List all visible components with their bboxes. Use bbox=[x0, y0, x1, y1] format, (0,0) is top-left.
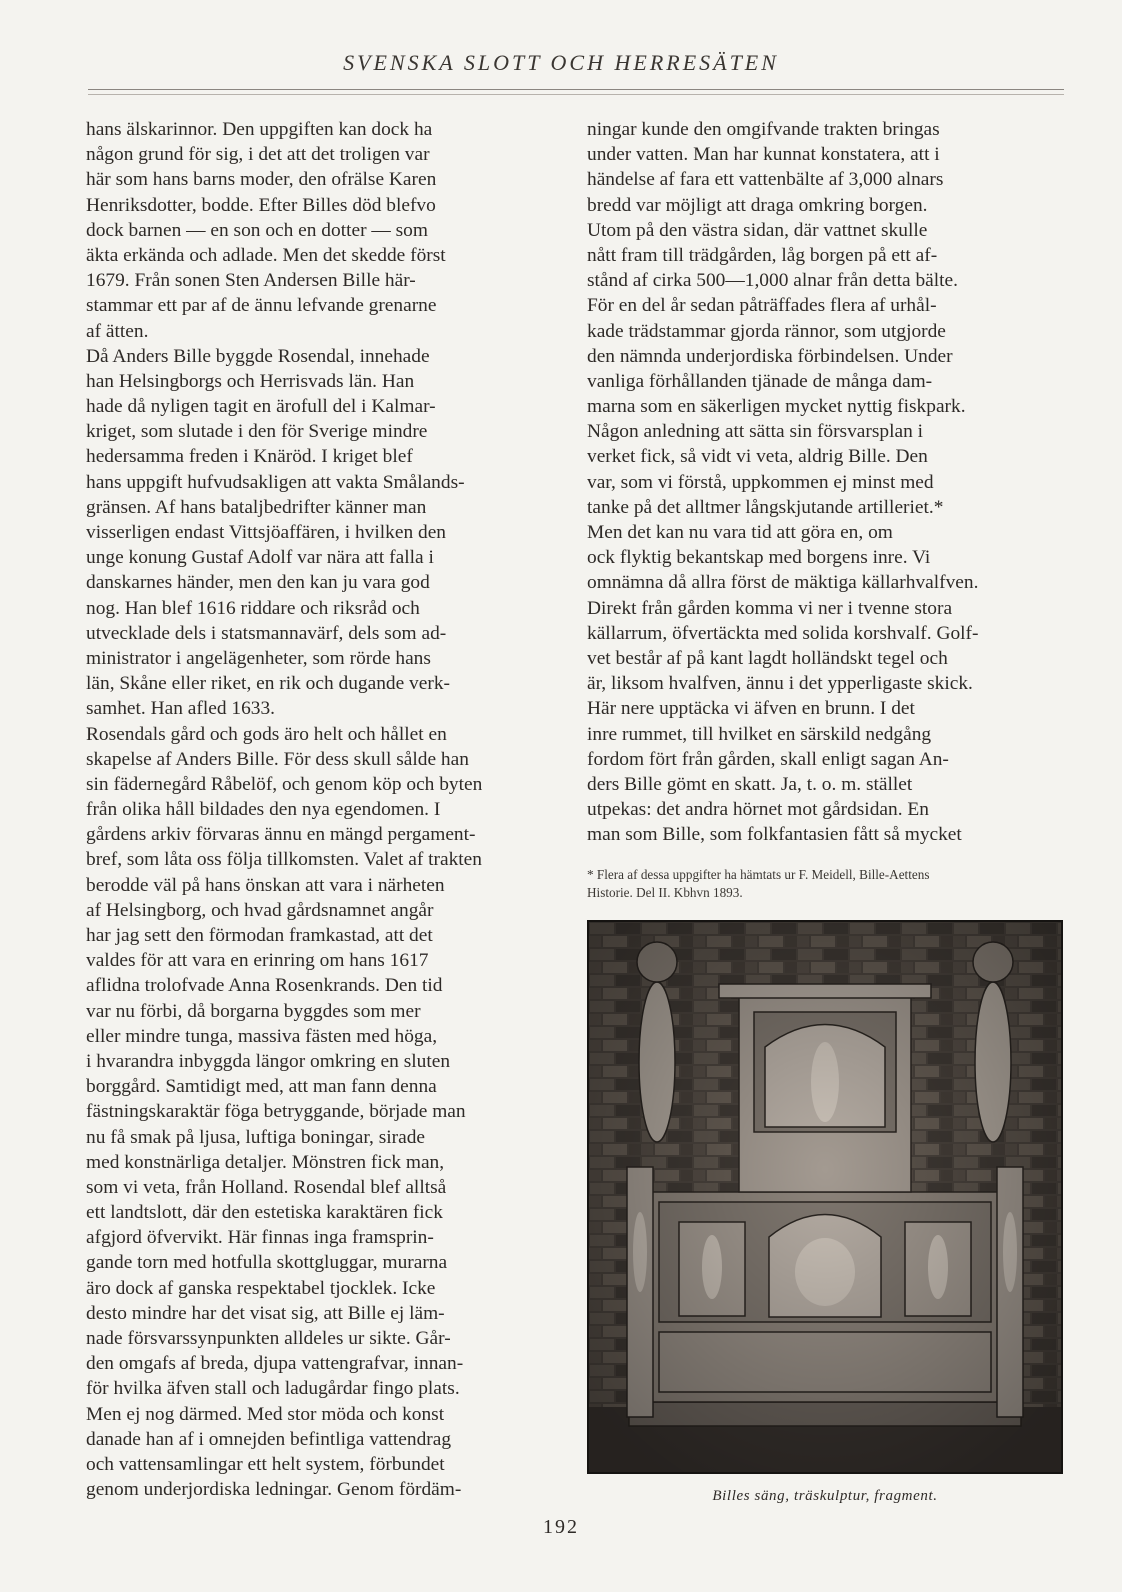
text-line: utpekas: det andra hörnet mot gårdsidan. En bbox=[587, 799, 929, 821]
text-line: Utom på den västra sidan, där vattnet skulle bbox=[587, 219, 928, 241]
text-line: ningar kunde den omgifvande trakten bringas bbox=[587, 119, 940, 140]
text-line: omnämna då allra först de mäktiga källarhvalfven. bbox=[587, 572, 979, 594]
text-line: med konstnärliga detaljer. Mönstren fick man, bbox=[86, 1151, 445, 1173]
text-line: den nämnda underjordiska förbindelsen. Under bbox=[587, 345, 953, 367]
text-line: afgjord öfvervikt. Här finnas inga framsprin- bbox=[86, 1227, 434, 1249]
text-line: samhet. Han afled 1633. bbox=[86, 698, 276, 720]
text-line: man som Bille, som folkfantasien fått så mycket bbox=[587, 824, 962, 846]
text-line: genom underjordiska ledningar. Genom fördäm- bbox=[86, 1479, 462, 1501]
text-line: händelse af fara ett vattenbälte af 3,000 alnars bbox=[587, 169, 944, 191]
figure-photo bbox=[587, 920, 1063, 1474]
footnote-line: Historie. Del II. Kbhvn 1893. bbox=[587, 885, 743, 900]
text-line: danskarnes händer, men den kan ju vara god bbox=[86, 572, 430, 594]
header-rule bbox=[88, 89, 1064, 90]
text-line: valdes för att vara en erinring om hans 1617 bbox=[86, 950, 429, 972]
text-line: vet består af på kant lagdt holländskt tegel och bbox=[587, 647, 948, 669]
text-line: gårdens arkiv förvaras ännu en mängd pergament- bbox=[86, 824, 476, 846]
text-line: som vi veta, från Holland. Rosendal blef alltså bbox=[86, 1176, 447, 1198]
text-line: eller mindre tunga, massiva fästen med höga, bbox=[86, 1025, 438, 1047]
text-line: kade trädstammar gjorda rännor, som utgjorde bbox=[587, 320, 946, 342]
text-line: borggård. Samtidigt med, att man fann denna bbox=[86, 1076, 437, 1098]
text-line: desto mindre har det visat sig, att Bille ej läm- bbox=[86, 1302, 445, 1324]
text-line: stånd af cirka 500—1,000 alnar från detta bälte. bbox=[587, 270, 958, 292]
footnote-line: * Flera af dessa uppgifter ha hämtats ur F. Meidell, Bille-Aettens bbox=[587, 867, 930, 882]
text-line: kriget, som slutade i den för Sverige mindre bbox=[86, 421, 428, 443]
text-line: har jag sett den förmodan framkastad, att det bbox=[86, 925, 433, 946]
text-line: län, Skåne eller riket, en rik och dugande verk- bbox=[86, 673, 450, 695]
text-line: gande torn med hotfulla skottgluggar, murarna bbox=[86, 1252, 448, 1274]
text-line: här som hans barns moder, den ofrälse Karen bbox=[86, 169, 437, 191]
text-line: äkta erkända och adlade. Men det skedde först bbox=[86, 244, 446, 266]
text-line: hedersamma freden i Knäröd. I kriget blef bbox=[86, 446, 413, 468]
text-line: ministrator i angelägenheter, som rörde hans bbox=[86, 647, 431, 669]
text-line: hans uppgift hufvudsakligen att vakta Smålands- bbox=[86, 471, 465, 493]
text-line: aflidna trolofvade Anna Rosenkrands. Den tid bbox=[86, 975, 443, 997]
text-line: inre rummet, till hvilket en särskild nedgång bbox=[587, 723, 932, 745]
figure-caption: Billes säng, träskulptur, fragment. bbox=[712, 1488, 938, 1504]
text-line: Men ej nog därmed. Med stor möda och konst bbox=[86, 1403, 445, 1425]
header-rule-thin bbox=[88, 94, 1064, 95]
text-line: nog. Han blef 1616 riddare och riksråd och bbox=[86, 597, 420, 619]
text-line: han Helsingborgs och Herrisvads län. Han bbox=[86, 370, 415, 392]
text-line: af ätten. bbox=[86, 320, 149, 342]
text-line: skapelse af Anders Bille. För dess skull sålde han bbox=[86, 748, 469, 770]
text-line: var, som vi förstå, uppkommen ej minst med bbox=[587, 471, 934, 493]
page-number: 192 bbox=[543, 1516, 579, 1538]
text-line: bref, som låta oss följa tillkomsten. Valet af trakten bbox=[86, 849, 482, 871]
text-line: För en del år sedan påträffades flera af urhål- bbox=[587, 295, 937, 317]
text-line: Men det kan nu vara tid att göra en, om bbox=[587, 522, 893, 543]
text-line: danade han af i omnejden befintliga vattendrag bbox=[86, 1428, 452, 1450]
text-line: berodde väl på hans önskan att vara i närheten bbox=[86, 874, 445, 896]
carved-bed-illustration bbox=[589, 922, 1061, 1472]
text-line: hans älskarinnor. Den uppgiften kan dock ha bbox=[86, 119, 433, 140]
text-line: utvecklade dels i statsmannavärf, dels som ad- bbox=[86, 622, 447, 644]
text-line: bredd var möjligt att draga omkring borgen. bbox=[587, 194, 928, 216]
text-line: nade försvarssynpunkten alldeles ur sikte. Går- bbox=[86, 1328, 451, 1349]
text-line: tanke på det alltmer långskjutande artilleriet.* bbox=[587, 496, 944, 518]
text-line: visserligen endast Vittsjöaffären, i hvilken den bbox=[86, 522, 446, 543]
text-line: dock barnen — en son och en dotter — som bbox=[86, 219, 428, 241]
footnote bbox=[587, 866, 1063, 902]
text-line: Någon anledning att sätta sin försvarsplan i bbox=[587, 421, 924, 443]
text-line: unge konung Gustaf Adolf var nära att falla i bbox=[86, 547, 434, 569]
text-line: ders Bille gömt en skatt. Ja, t. o. m. stället bbox=[587, 773, 913, 795]
text-line: var nu förbi, då borgarna byggdes som mer bbox=[86, 1000, 421, 1022]
text-line: fordom fört från gården, skall enligt sagan An- bbox=[587, 748, 949, 770]
text-line: stammar ett par af de ännu lefvande grenarne bbox=[86, 295, 437, 317]
text-line: nått fram till trädgården, låg borgen på ett af- bbox=[587, 244, 938, 266]
text-line: och vattensamlingar ett helt system, förbundet bbox=[86, 1453, 445, 1475]
text-line: Här nere upptäcka vi äfven en brunn. I det bbox=[587, 698, 915, 720]
text-line: ett landtslott, där den estetiska karaktären fick bbox=[86, 1202, 443, 1224]
left-text-column bbox=[86, 117, 562, 1502]
text-line: Rosendals gård och gods äro helt och hållet en bbox=[86, 723, 447, 745]
text-line: Då Anders Bille byggde Rosendal, innehade bbox=[86, 345, 430, 367]
text-line: någon grund för sig, i det att det troligen var bbox=[86, 144, 430, 166]
text-line: gränsen. Af hans bataljbedrifter känner man bbox=[86, 496, 427, 518]
text-line: sin fädernegård Råbelöf, och genom köp och byten bbox=[86, 773, 483, 795]
text-line: i hvarandra inbyggda längor omkring en sluten bbox=[86, 1050, 451, 1072]
text-line: af Helsingborg, och hvad gårdsnamnet angår bbox=[86, 899, 434, 921]
text-line: under vatten. Man har kunnat konstatera, att i bbox=[587, 144, 940, 166]
text-line: 1679. Från sonen Sten Andersen Bille här- bbox=[86, 270, 416, 292]
text-line: för hvilka äfven stall och ladugårdar fingo plats. bbox=[86, 1378, 460, 1400]
text-line: vanliga förhållanden tjänade de många dam- bbox=[587, 370, 933, 392]
text-line: marna som en säkerligen mycket nyttig fiskpark. bbox=[587, 396, 966, 418]
text-line: Henriksdotter, bodde. Efter Billes död blefvo bbox=[86, 194, 436, 216]
right-text-column bbox=[587, 117, 1063, 847]
text-line: äro dock af ganska respektabel tjocklek. Icke bbox=[86, 1277, 436, 1299]
text-line: är, liksom hvalfven, ännu i det ypperligaste skick. bbox=[587, 673, 973, 695]
text-line: från olika håll bildades den nya egendomen. I bbox=[86, 799, 441, 821]
text-line: den omgafs af breda, djupa vattengrafvar, innan- bbox=[86, 1353, 464, 1375]
text-line: källarrum, öfvertäckta med solida korshvalf. Golf- bbox=[587, 622, 979, 644]
text-line: nu få smak på ljusa, luftiga boningar, sirade bbox=[86, 1126, 426, 1148]
text-line: Direkt från gården komma vi ner i tvenne stora bbox=[587, 597, 953, 619]
text-line: verket fick, så vidt vi veta, aldrig Bille. Den bbox=[587, 446, 928, 468]
text-line: hade då nyligen tagit en ärofull del i Kalmar- bbox=[86, 396, 436, 418]
running-header: SVENSKA SLOTT OCH HERRESÄTEN bbox=[343, 50, 779, 75]
text-line: fästningskaraktär föga betryggande, började man bbox=[86, 1101, 466, 1123]
text-line: ock flyktig bekantskap med borgens inre. Vi bbox=[587, 547, 931, 569]
